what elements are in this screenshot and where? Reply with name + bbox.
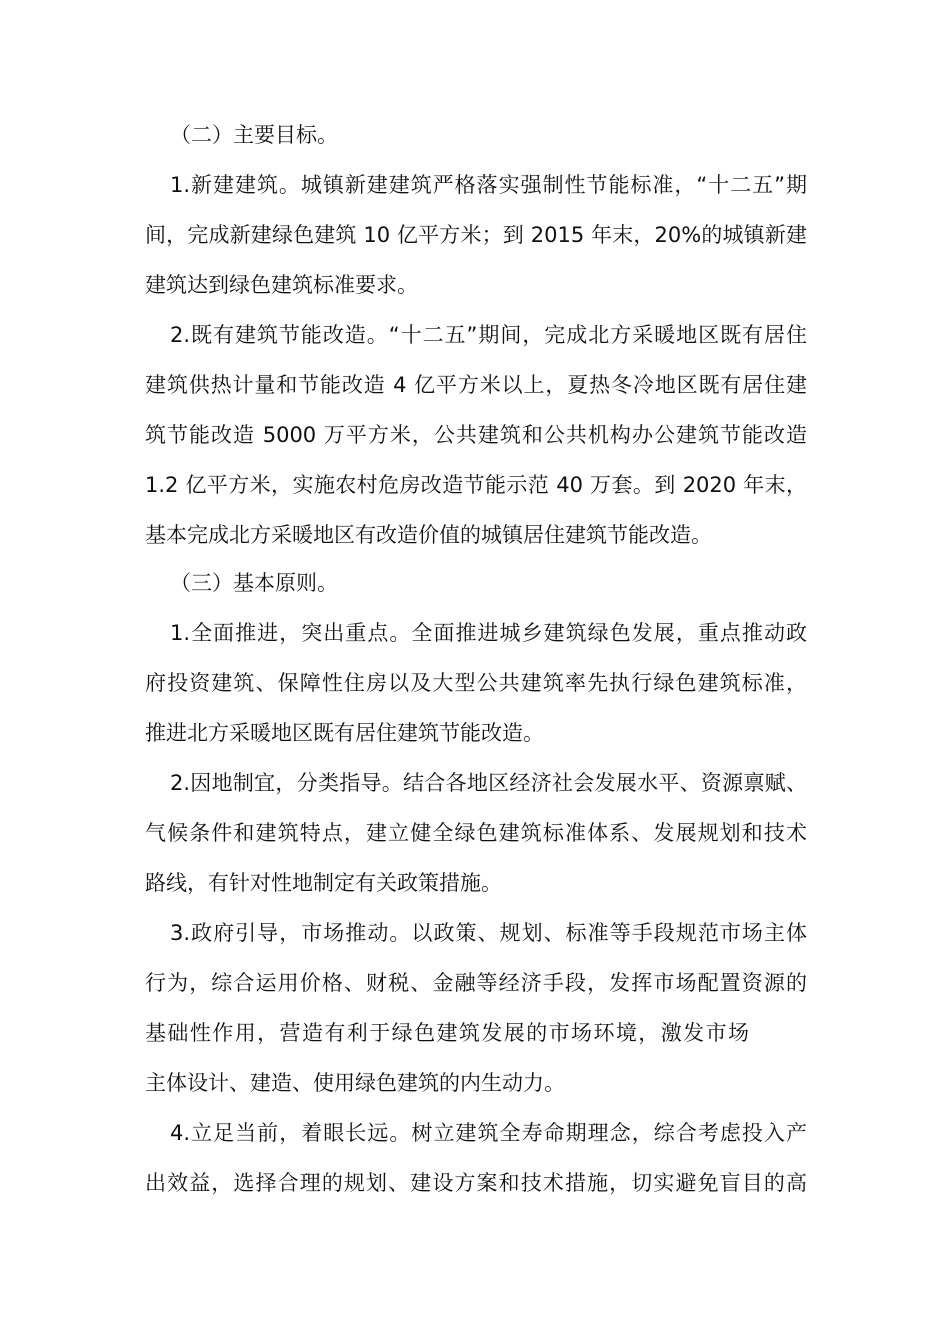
paragraph-line: 1.新建建筑。城镇新建建筑严格落实强制性节能标准，“十二五”期 [170, 173, 807, 197]
section-heading-basic-principles: （三）基本原则。 [170, 571, 338, 595]
paragraph-line: 1.全面推进，突出重点。全面推进城乡建筑绿色发展，重点推动政 [170, 621, 807, 645]
paragraph-line: 1.2 亿平方米，实施农村危房改造节能示范 40 万套。到 2020 年末， [145, 473, 807, 497]
paragraph-line: 建筑达到绿色建筑标准要求。 [145, 273, 418, 297]
paragraph-line: 基础性作用，营造有利于绿色建筑发展的市场环境，激发市场 [145, 1021, 749, 1045]
paragraph-line: 2.既有建筑节能改造。“十二五”期间，完成北方采暖地区既有居住 [170, 323, 807, 347]
paragraph-line: 3.政府引导，市场推动。以政策、规划、标准等手段规范市场主体 [170, 921, 807, 945]
paragraph-line: 2.因地制宜，分类指导。结合各地区经济社会发展水平、资源禀赋、 [170, 771, 807, 795]
paragraph-line: 主体设计、建造、使用绿色建筑的内生动力。 [145, 1071, 565, 1095]
paragraph-line: 间，完成新建绿色建筑 10 亿平方米；到 2015 年末，20%的城镇新建 [145, 223, 807, 247]
paragraph-line: 出效益，选择合理的规划、建设方案和技术措施，切实避免盲目的高 [145, 1171, 807, 1195]
paragraph-line: 基本完成北方采暖地区有改造价值的城镇居住建筑节能改造。 [145, 523, 712, 547]
paragraph-line: 路线，有针对性地制定有关政策措施。 [145, 871, 502, 895]
paragraph-line: 筑节能改造 5000 万平方米，公共建筑和公共机构办公建筑节能改造 [145, 423, 807, 447]
paragraph-line: 行为，综合运用价格、财税、金融等经济手段，发挥市场配置资源的 [145, 971, 807, 995]
paragraph-line: 推进北方采暖地区既有居住建筑节能改造。 [145, 721, 544, 745]
paragraph-line: 4.立足当前，着眼长远。树立建筑全寿命期理念，综合考虑投入产 [170, 1121, 807, 1145]
section-heading-main-goals: （二）主要目标。 [170, 123, 338, 147]
paragraph-line: 府投资建筑、保障性住房以及大型公共建筑率先执行绿色建筑标准， [145, 671, 807, 695]
paragraph-line: 气候条件和建筑特点，建立健全绿色建筑标准体系、发展规划和技术 [145, 821, 807, 845]
paragraph-line: 建筑供热计量和节能改造 4 亿平方米以上，夏热冬冷地区既有居住建 [145, 373, 807, 397]
